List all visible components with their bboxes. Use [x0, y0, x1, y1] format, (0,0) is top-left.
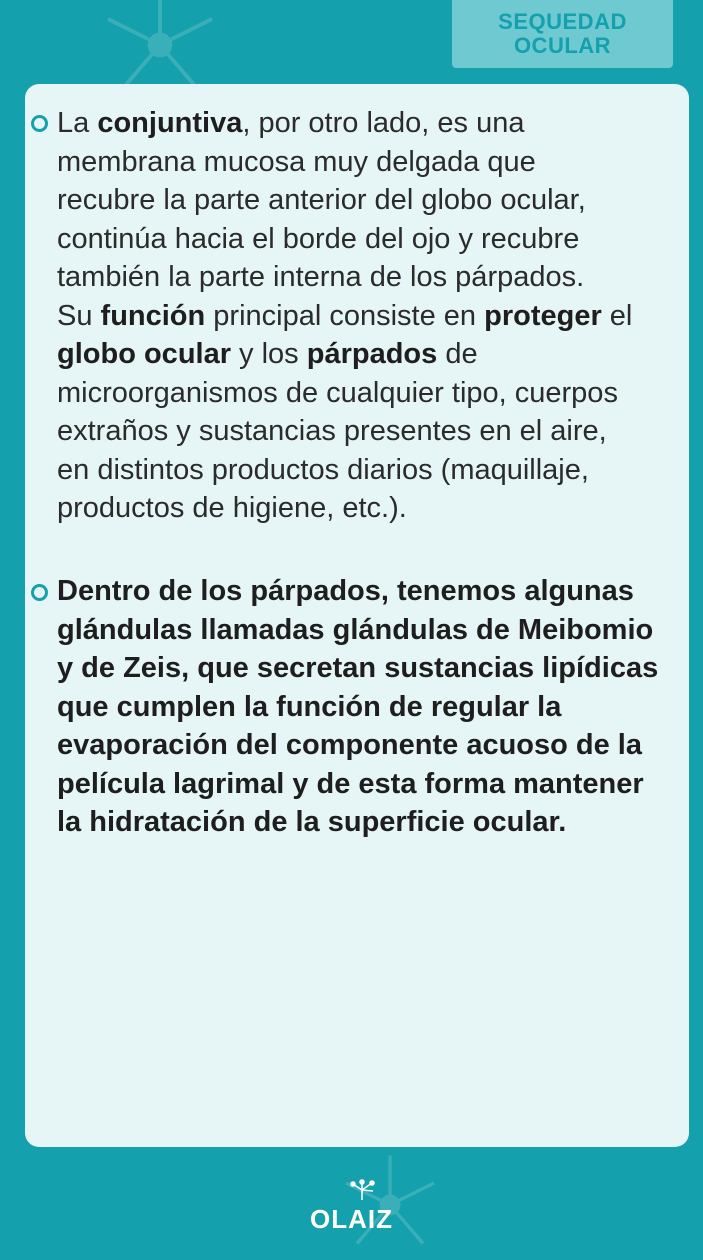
- bullet-circle-icon: [31, 115, 48, 132]
- paragraph-line: [57, 335, 689, 374]
- paragraph-glandulas: [57, 572, 689, 842]
- paragraph-line: [57, 181, 689, 220]
- topic-tag-line2: OCULAR: [513, 33, 612, 58]
- paragraph-line: [57, 297, 689, 336]
- text-segment: principal consiste en: [205, 299, 485, 332]
- text-segment: , por otro lado, es una: [242, 107, 525, 139]
- paragraph-line: [57, 104, 689, 143]
- text-segment: microorganismos de cualquier tipo, cuerpos: [57, 376, 618, 409]
- topic-tag-line1: SEQUEDAD: [498, 9, 627, 34]
- paragraph-line: la hidratación de la superficie ocular.: [57, 806, 567, 838]
- topic-tag: [452, 0, 673, 68]
- paragraph-line: evaporación del componente acuoso de la: [57, 729, 642, 761]
- bold-segment: proteger: [484, 299, 602, 332]
- paragraph-line: [57, 374, 689, 413]
- text-segment: extraños y sustancias presentes en el aire,: [57, 415, 607, 447]
- text-segment: también la parte interna de los párpados.: [57, 261, 585, 293]
- paragraph-line: [57, 451, 689, 490]
- paragraph-line: película lagrimal y de esta forma mantener: [57, 767, 644, 800]
- paragraph-line: Dentro de los párpados, tenemos algunas: [57, 575, 634, 607]
- paragraph-line: [57, 143, 689, 182]
- text-segment: continúa hacia el borde del ojo y recubre: [57, 222, 580, 255]
- paragraph-line: [57, 489, 689, 528]
- bold-segment: globo ocular: [57, 338, 231, 370]
- text-segment: Su: [57, 299, 101, 332]
- text-segment: membrana mucosa muy delgada que: [57, 145, 536, 178]
- bold-segment: conjuntiva: [97, 107, 243, 139]
- bold-segment: párpados: [306, 338, 438, 370]
- brand-logo: [0, 1175, 703, 1235]
- text-segment: en distintos productos diarios (maquillaje,: [57, 453, 589, 486]
- text-segment: de: [437, 338, 478, 370]
- text-segment: productos de higiene, etc.).: [57, 492, 407, 524]
- bullet-circle-icon: [31, 584, 48, 601]
- paragraph-line: y de Zeis, que secretan sustancias lipídicas: [57, 652, 659, 684]
- text-segment: La: [57, 107, 98, 139]
- paragraph-line: [57, 220, 689, 259]
- text-segment: el: [601, 299, 633, 332]
- content-card: [25, 84, 689, 1147]
- dandelion-logo-icon: [347, 1178, 377, 1208]
- paragraph-line: [57, 412, 689, 451]
- text-segment: recubre la parte anterior del globo ocular,: [57, 184, 586, 216]
- bold-segment: función: [100, 299, 206, 332]
- paragraph-line: glándulas llamadas glándulas de Meibomio: [57, 613, 654, 646]
- logo-text: OLAIZ: [310, 1204, 393, 1234]
- paragraph-line: que cumplen la función de regular la: [57, 690, 562, 723]
- paragraph-conjuntiva: [57, 104, 689, 528]
- text-segment: y los: [231, 338, 307, 370]
- paragraph-line: [57, 258, 689, 297]
